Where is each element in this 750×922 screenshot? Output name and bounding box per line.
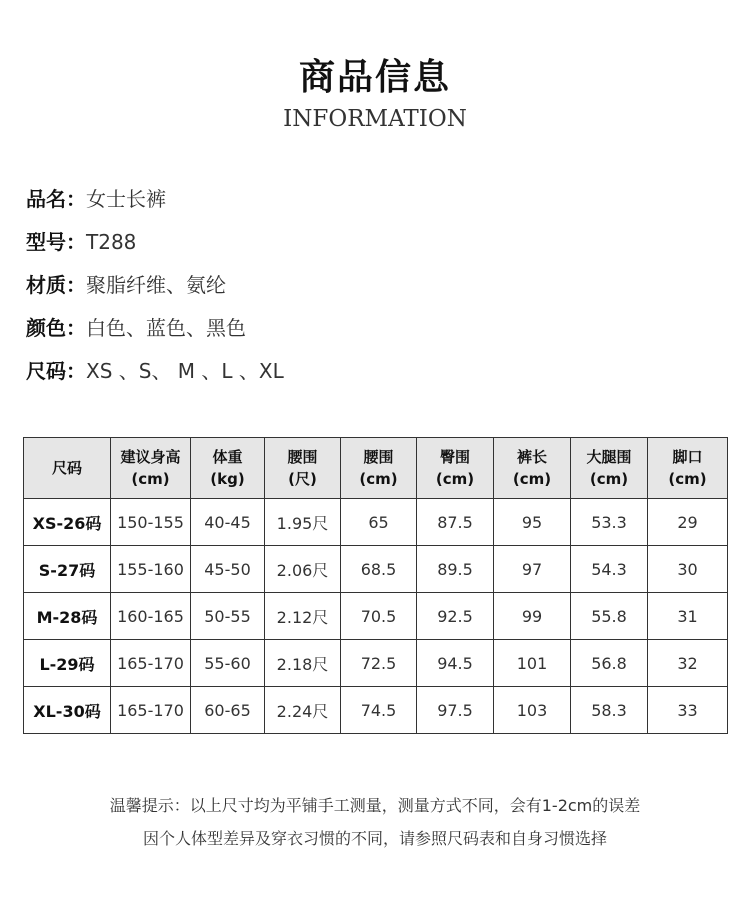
table-row [24,687,728,734]
info-value: 聚脂纤维、氨纶 [86,273,226,297]
table-cell: 31 [648,593,728,640]
table-cell: 60-65 [191,687,265,734]
table-cell: 2.24尺 [265,687,341,734]
column-header: 体重 (kg) [191,438,265,499]
table-cell: 40-45 [191,499,265,546]
column-header: 腰围 (尺) [265,438,341,499]
info-row-color [26,309,726,352]
table-cell: 2.06尺 [265,546,341,593]
table-cell: 1.95尺 [265,499,341,546]
table-cell: XS-26码 [24,499,111,546]
table-cell: M-28码 [24,593,111,640]
info-label: 材质： [26,273,86,297]
table-header-row [24,438,728,499]
table-cell: 54.3 [571,546,648,593]
info-label: 尺码： [26,359,86,383]
product-info-list [26,180,726,395]
table-cell: 55.8 [571,593,648,640]
tips-notes [0,794,750,860]
table-cell: 45-50 [191,546,265,593]
size-table [23,437,728,734]
table-cell: 53.3 [571,499,648,546]
column-header: 大腿围 (cm) [571,438,648,499]
table-cell: 87.5 [417,499,494,546]
table-row [24,499,728,546]
table-cell: 155-160 [111,546,191,593]
info-row-model [26,223,726,266]
table-cell: 89.5 [417,546,494,593]
table-cell: 56.8 [571,640,648,687]
info-value: XS 、S、 M 、L 、XL [86,359,284,383]
column-header: 腰围 (cm) [341,438,417,499]
table-cell: 92.5 [417,593,494,640]
table-cell: 150-155 [111,499,191,546]
info-label: 品名： [26,187,86,211]
table-cell: 165-170 [111,687,191,734]
table-cell: 33 [648,687,728,734]
table-cell: 58.3 [571,687,648,734]
column-header: 裤长 (cm) [494,438,571,499]
table-cell: 165-170 [111,640,191,687]
table-cell: 55-60 [191,640,265,687]
table-cell: 72.5 [341,640,417,687]
info-value: 白色、蓝色、黑色 [86,316,246,340]
info-row-name [26,180,726,223]
table-cell: 29 [648,499,728,546]
column-header: 脚口 (cm) [648,438,728,499]
table-cell: 97.5 [417,687,494,734]
info-label: 型号： [26,230,86,254]
table-cell: XL-30码 [24,687,111,734]
table-row [24,640,728,687]
page-title: 商品信息 [298,57,451,98]
note-line: 温馨提示：以上尺寸均为平铺手工测量，测量方式不同，会有1-2cm的误差 [109,796,641,815]
table-cell: 97 [494,546,571,593]
info-label: 颜色： [26,316,86,340]
table-cell: 2.12尺 [265,593,341,640]
info-row-size [26,352,726,395]
column-header: 尺码 [24,438,111,499]
table-cell: 99 [494,593,571,640]
table-cell: 30 [648,546,728,593]
note-line: 因个人体型差异及穿衣习惯的不同，请参照尺码表和自身习惯选择 [142,829,607,848]
info-value: 女士长裤 [86,187,166,211]
table-cell: 65 [341,499,417,546]
table-cell: 94.5 [417,640,494,687]
table-cell: 68.5 [341,546,417,593]
table-cell: 2.18尺 [265,640,341,687]
table-cell: S-27码 [24,546,111,593]
table-cell: 32 [648,640,728,687]
page-subtitle: INFORMATION [283,106,467,132]
table-cell: 74.5 [341,687,417,734]
info-value: T288 [86,230,137,254]
table-row [24,593,728,640]
table-cell: 70.5 [341,593,417,640]
info-row-material [26,266,726,309]
column-header: 建议身高 (cm) [111,438,191,499]
title-block [0,56,750,134]
table-cell: 160-165 [111,593,191,640]
column-header: 臀围 (cm) [417,438,494,499]
table-cell: 50-55 [191,593,265,640]
table-cell: 103 [494,687,571,734]
table-cell: L-29码 [24,640,111,687]
table-cell: 101 [494,640,571,687]
table-cell: 95 [494,499,571,546]
table-row [24,546,728,593]
